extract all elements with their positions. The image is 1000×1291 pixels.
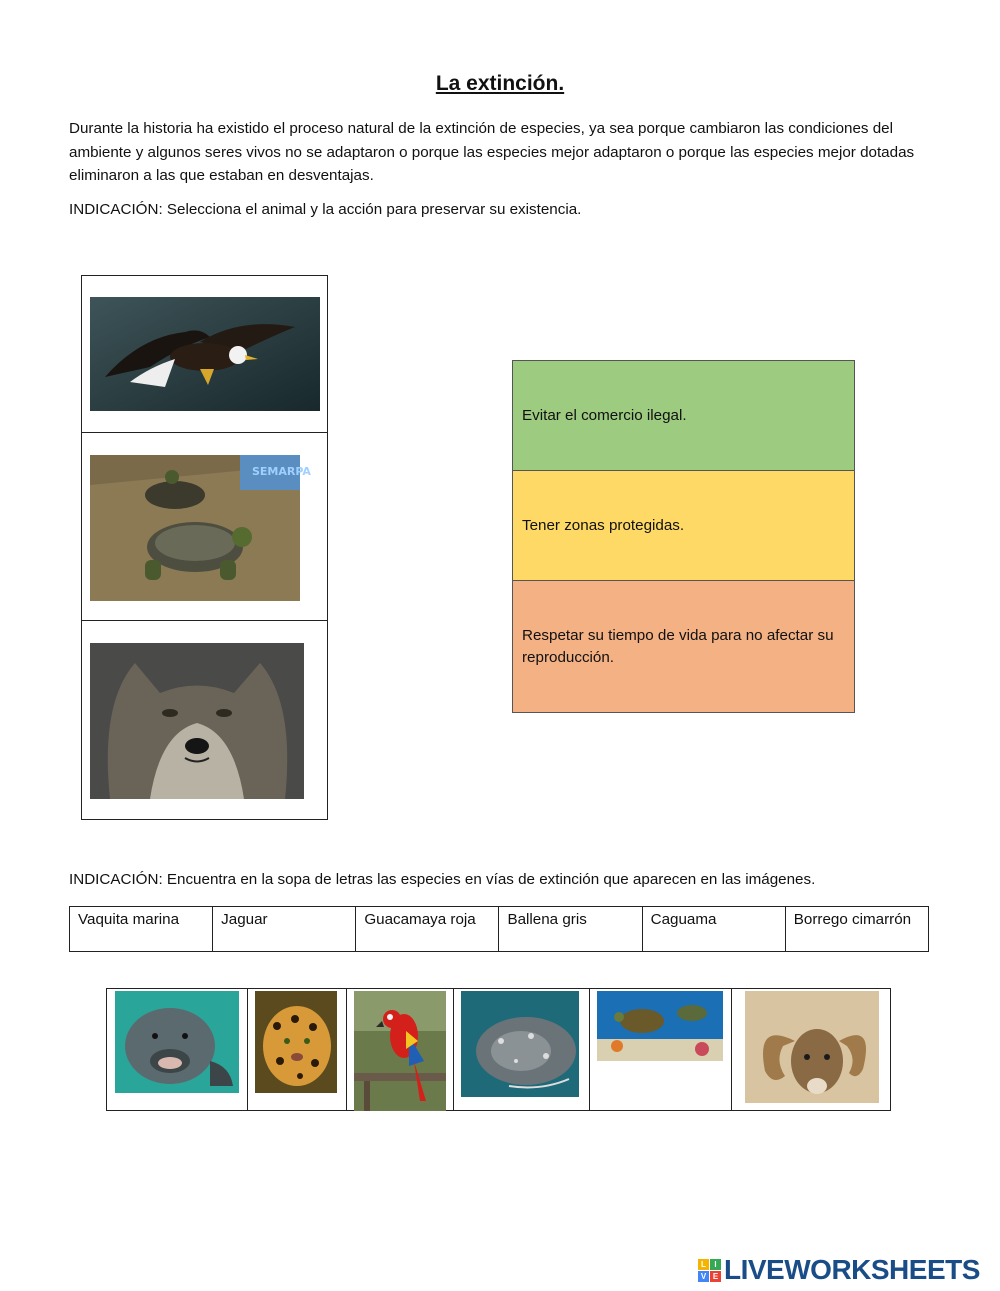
strip-divider [346, 989, 347, 1110]
action-label: Respetar su tiempo de vida para no afectar su reproducción. [522, 626, 834, 666]
liveworksheets-logo [698, 1255, 980, 1285]
macaw-photo-icon [354, 991, 446, 1111]
page-title: La extinción. [435, 72, 565, 95]
turtle-photo-icon [90, 455, 311, 601]
action-label: Evitar el comercio ilegal. [522, 406, 687, 424]
action-protected-zones[interactable] [512, 470, 855, 581]
action-label: Tener zonas protegidas. [522, 516, 685, 534]
liveworksheets-mark-icon: L I V E [698, 1259, 721, 1282]
liveworksheets-wordmark: LIVEWORKSHEETS [724, 1254, 980, 1285]
vaquita-photo-icon [115, 991, 239, 1093]
strip-divider [247, 989, 248, 1110]
species-cell: Jaguar [213, 907, 356, 952]
bighorn-sheep-photo-icon [745, 991, 879, 1103]
species-cell: Caguama [642, 907, 785, 952]
species-table [69, 906, 929, 952]
instruction-word-search: INDICACIÓN: Encuentra en la sopa de letras las especies en vías de extinción que aparecen en las imágenes. [69, 871, 816, 888]
action-respect-lifecycle[interactable] [512, 580, 855, 713]
strip-divider [589, 989, 590, 1110]
action-illegal-trade[interactable] [512, 360, 855, 471]
animal-cell-turtle[interactable] [82, 433, 327, 621]
animal-cell-wolf[interactable] [82, 621, 327, 819]
wolf-photo-icon [90, 643, 304, 799]
species-cell: Guacamaya roja [356, 907, 499, 952]
sea-turtle-photo-icon [597, 991, 723, 1061]
animal-cell-eagle[interactable] [82, 276, 327, 433]
species-cell: Vaquita marina [70, 907, 213, 952]
intro-paragraph: Durante la historia ha existido el proceso natural de la extinción de especies, ya sea porque cambiaron las condiciones del ambiente y algunos seres vivos no se adaptaron o porque las especies mejor adaptaron o porque las especies mejor dotadas eliminaron a las que estaban en desventajas. [69, 120, 915, 184]
jaguar-photo-icon [255, 991, 337, 1093]
species-photo-strip [106, 988, 891, 1111]
strip-divider [453, 989, 454, 1110]
gray-whale-photo-icon [461, 991, 579, 1097]
turtle-watermark: SEMARPA [252, 465, 311, 478]
eagle-photo-icon [90, 297, 320, 411]
instruction-select: INDICACIÓN: Selecciona el animal y la acción para preservar su existencia. [69, 201, 582, 218]
action-list [512, 360, 855, 713]
species-cell: Borrego cimarrón [785, 907, 928, 952]
species-cell: Ballena gris [499, 907, 642, 952]
strip-divider [731, 989, 732, 1110]
animal-column [81, 275, 328, 820]
